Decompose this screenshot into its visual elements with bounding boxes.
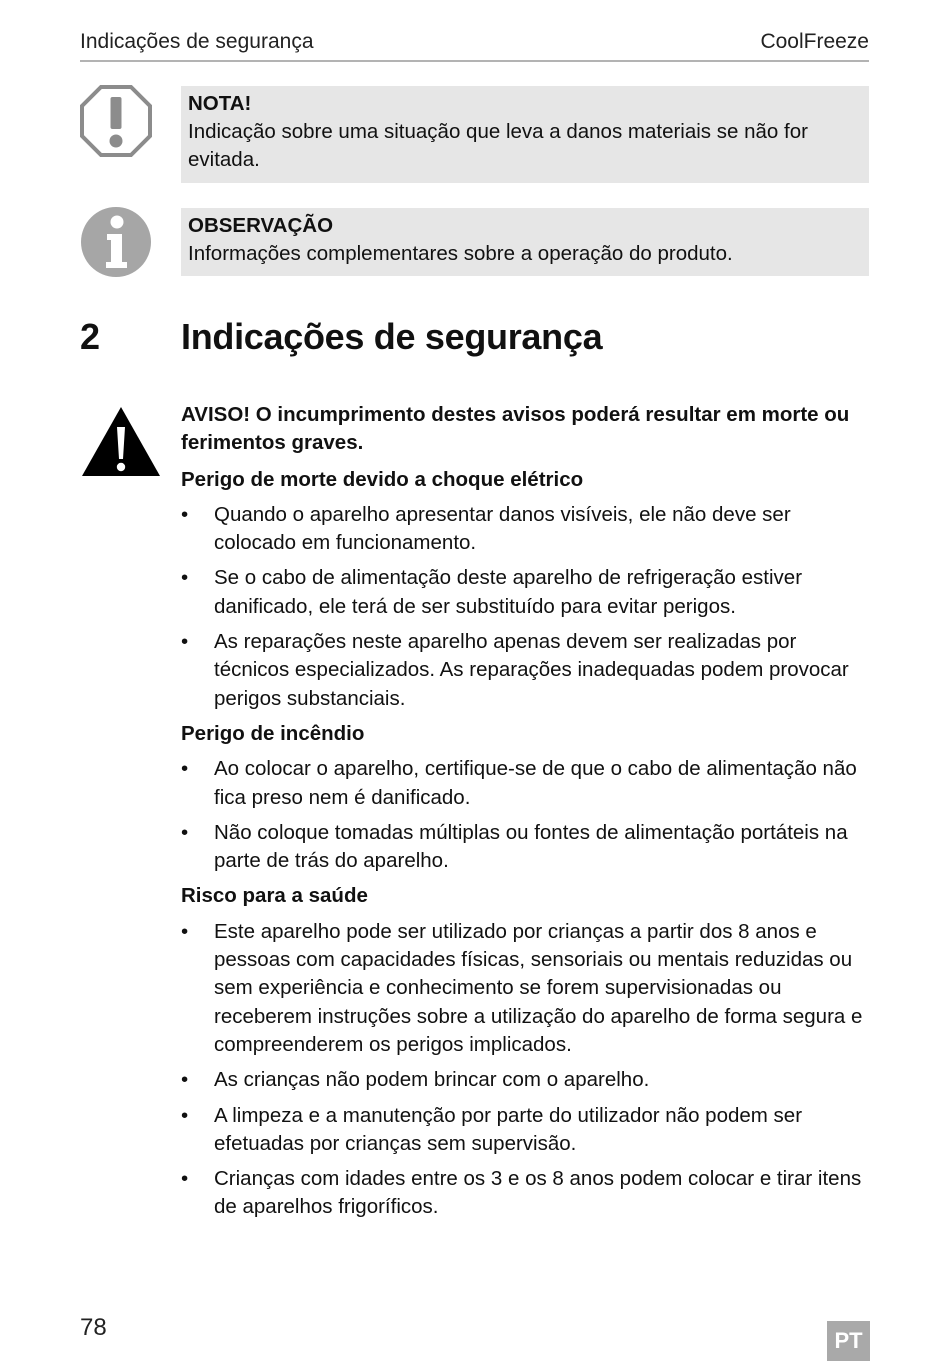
- nota-notice-box: [181, 86, 869, 183]
- header-section-title: Indicações de segurança: [80, 30, 314, 53]
- section-heading-fire: Perigo de incêndio: [181, 721, 365, 745]
- header-product-name: CoolFreeze: [760, 30, 869, 53]
- list-item: • As crianças não podem brincar com o aparelho.: [181, 1066, 871, 1094]
- list-item: • Não coloque tomadas múltiplas ou fontes de alimentação portáteis na parte de trás do aparelho.: [181, 819, 871, 876]
- list-item: • Crianças com idades entre os 3 e os 8 anos podem colocar e tirar itens de aparelhos frigoríficos.: [181, 1165, 871, 1222]
- list-item: • Este aparelho pode ser utilizado por crianças a partir dos 8 anos e pessoas com capacidades físicas, sensoriais ou mentais reduzidas ou sem experiência e conhecimento se forem supervisionadas ou receberem instruções sobre a utilização do aparelho de forma segura e compreenderem os perigos implicados.: [181, 918, 871, 1059]
- info-circle-icon: [80, 206, 152, 278]
- warning-headline: AVISO! O incumprimento destes avisos poderá resultar em morte ou ferimentos graves.: [181, 403, 850, 455]
- page-number: 78: [80, 1314, 107, 1341]
- observacao-notice-title: OBSERVAÇÃO: [188, 214, 334, 237]
- language-badge: PT: [827, 1321, 870, 1361]
- section-heading-electric-shock: Perigo de morte devido a choque elétrico: [181, 467, 584, 491]
- nota-notice-title: NOTA!: [188, 92, 252, 115]
- chapter-number: 2: [80, 316, 101, 357]
- list-item: • Se o cabo de alimentação deste aparelho de refrigeração estiver danificado, ele terá de ser substituído para evitar perigos.: [181, 564, 871, 621]
- list-item: • A limpeza e a manutenção por parte do utilizador não podem ser efetuadas por crianças sem supervisão.: [181, 1102, 871, 1159]
- observacao-notice-text: Informações complementares sobre a operação do produto.: [188, 242, 733, 265]
- octagon-exclamation-icon: [80, 85, 152, 157]
- warning-triangle-icon: [80, 405, 162, 478]
- observacao-notice-box: [181, 208, 869, 276]
- electric-shock-list: [181, 501, 871, 713]
- list-item: • As reparações neste aparelho apenas devem ser realizadas por técnicos especializados. As reparações inadequadas podem provocar perigos substanciais.: [181, 628, 871, 713]
- health-list: [181, 918, 871, 1222]
- chapter-title: Indicações de segurança: [181, 316, 603, 357]
- safety-warning-content: [181, 401, 871, 1229]
- fire-list: [181, 755, 871, 875]
- list-item: • Ao colocar o aparelho, certifique-se de que o cabo de alimentação não fica preso nem é danificado.: [181, 755, 871, 812]
- section-heading-health: Risco para a saúde: [181, 884, 368, 908]
- nota-notice-text: Indicação sobre uma situação que leva a danos materiais se não for evitada.: [188, 120, 808, 171]
- page-header: [80, 26, 869, 62]
- list-item: • Quando o aparelho apresentar danos visíveis, ele não deve ser colocado em funcionamento.: [181, 501, 871, 558]
